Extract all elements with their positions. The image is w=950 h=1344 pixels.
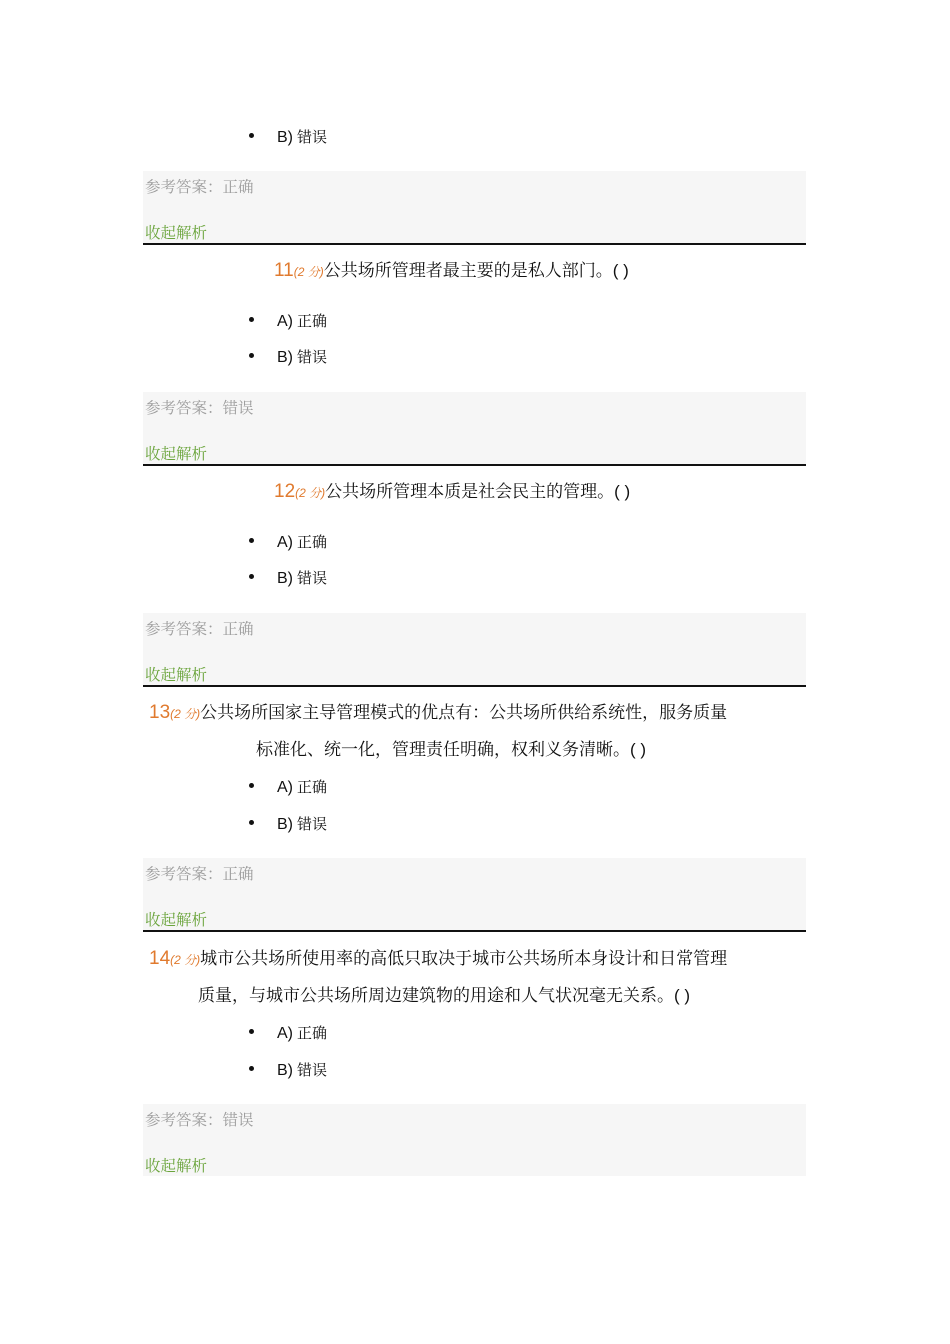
question-number: 12 bbox=[274, 481, 296, 502]
bullet bbox=[249, 353, 254, 358]
bullet bbox=[249, 820, 254, 825]
bullet bbox=[249, 783, 254, 788]
option-a[interactable]: A) 正确 bbox=[249, 530, 327, 554]
collapse-analysis-link[interactable]: 收起解析 bbox=[145, 445, 208, 463]
option-a[interactable]: A) 正确 bbox=[249, 775, 327, 799]
question-score: (2 分) bbox=[293, 265, 324, 279]
reference-answer: 参考答案：错误 bbox=[145, 1111, 254, 1129]
divider bbox=[143, 685, 806, 687]
question-number: 11 bbox=[274, 260, 294, 281]
option-b[interactable]: B) 错误 bbox=[249, 125, 327, 149]
question-14 bbox=[149, 940, 727, 979]
question-score: (2 分) bbox=[170, 707, 201, 721]
collapse-analysis-link[interactable]: 收起解析 bbox=[145, 666, 208, 684]
question-text: 城市公共场所使用率的高低只取决于城市公共场所本身设计和日常管理 bbox=[200, 949, 728, 969]
divider bbox=[143, 464, 806, 466]
answer-panel bbox=[143, 392, 806, 464]
answer-panel bbox=[143, 1104, 806, 1176]
answer-panel bbox=[143, 858, 806, 930]
bullet bbox=[249, 574, 254, 579]
bullet bbox=[249, 538, 254, 543]
question-score: (2 分) bbox=[170, 953, 201, 967]
option-a[interactable]: A) 正确 bbox=[249, 309, 327, 333]
reference-answer: 参考答案：正确 bbox=[145, 620, 254, 638]
answer-panel bbox=[143, 613, 806, 685]
collapse-analysis-link[interactable]: 收起解析 bbox=[145, 911, 208, 929]
divider bbox=[143, 930, 806, 932]
question-13 bbox=[149, 694, 727, 733]
question-12: 12(2 分)公共场所管理本质是社会民主的管理。( ) bbox=[274, 481, 631, 502]
answer-panel bbox=[143, 171, 806, 243]
option-b[interactable]: B) 错误 bbox=[249, 1058, 327, 1082]
option-b[interactable]: B) 错误 bbox=[249, 566, 327, 590]
bullet bbox=[249, 317, 254, 322]
question-text-continued: 标准化、统一化，管理责任明确，权利义务清晰。( ) bbox=[256, 740, 647, 760]
question-text-continued: 质量，与城市公共场所周边建筑物的用途和人气状况毫无关系。( ) bbox=[198, 986, 691, 1006]
question-text: 公共场所管理本质是社会民主的管理。 bbox=[325, 482, 615, 502]
question-number: 14 bbox=[149, 948, 171, 969]
bullet bbox=[249, 133, 254, 138]
question-11: 11(2 分)公共场所管理者最主要的是私人部门。( ) bbox=[274, 260, 629, 281]
divider bbox=[143, 243, 806, 245]
question-text: 公共场所国家主导管理模式的优点有：公共场所供给系统性，服务质量 bbox=[200, 703, 728, 723]
option-b[interactable]: B) 错误 bbox=[249, 345, 327, 369]
collapse-analysis-link[interactable]: 收起解析 bbox=[145, 1157, 208, 1175]
reference-answer: 参考答案：错误 bbox=[145, 399, 254, 417]
option-b[interactable]: B) 错误 bbox=[249, 812, 327, 836]
reference-answer: 参考答案：正确 bbox=[145, 865, 254, 883]
reference-answer: 参考答案：正确 bbox=[145, 178, 254, 196]
question-text: 公共场所管理者最主要的是私人部门。 bbox=[323, 261, 613, 281]
question-number: 13 bbox=[149, 702, 171, 723]
collapse-analysis-link[interactable]: 收起解析 bbox=[145, 224, 208, 242]
bullet bbox=[249, 1066, 254, 1071]
bullet bbox=[249, 1029, 254, 1034]
question-score: (2 分) bbox=[295, 486, 326, 500]
option-a[interactable]: A) 正确 bbox=[249, 1021, 327, 1045]
